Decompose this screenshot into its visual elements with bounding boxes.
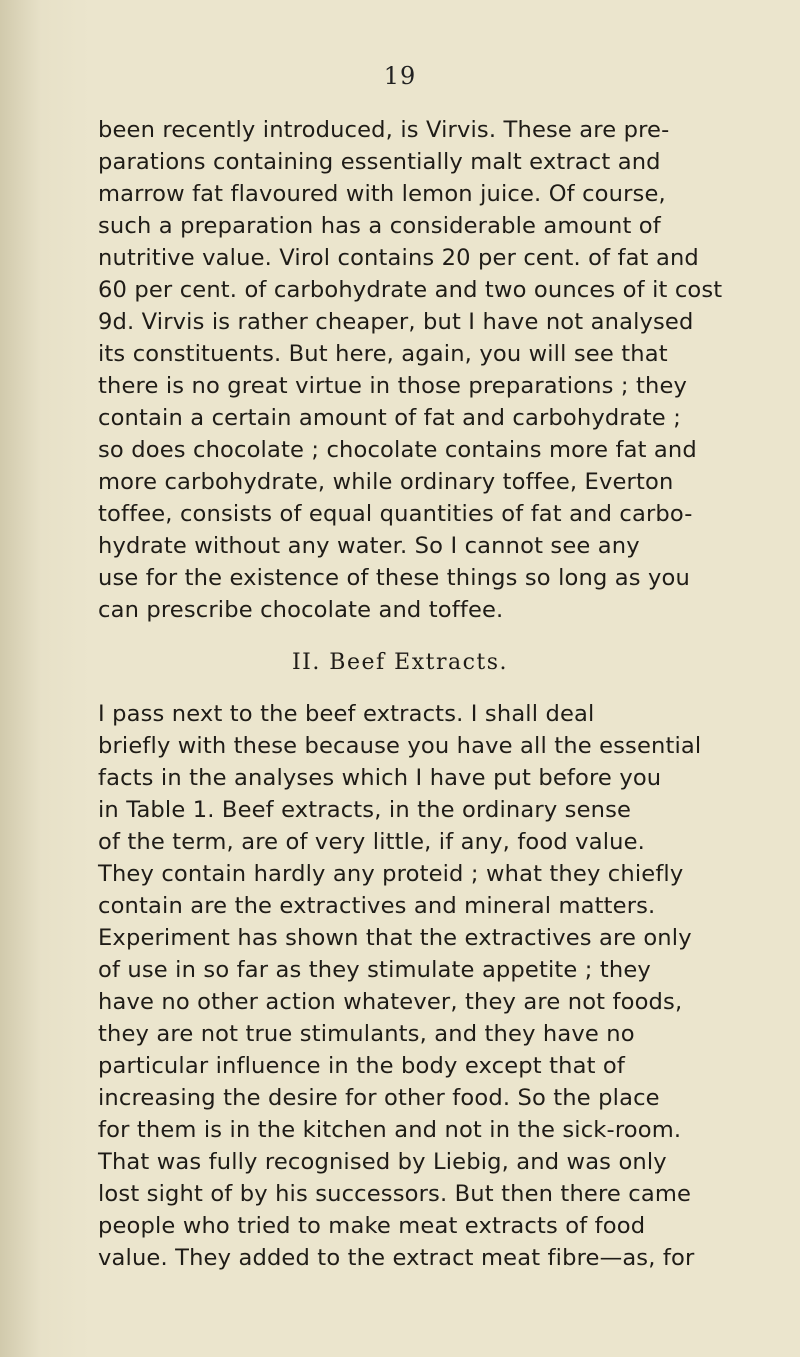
text-line: its constituents. But here, again, you will see that (98, 341, 668, 367)
text-line: of use in so far as they stimulate appetite ; they (98, 957, 651, 983)
page-number: 19 (383, 62, 417, 90)
text-line: there is no great virtue in those preparations ; they (98, 373, 688, 399)
text-line: I pass next to the beef extracts. I shall deal (98, 701, 595, 727)
text-line: 60 per cent. of carbohydrate and two ounces of it cost (98, 277, 723, 303)
text-line: marrow fat flavoured with lemon juice. Of course, (98, 181, 666, 207)
text-line: particular influence in the body except that of (98, 1053, 625, 1079)
text-line: That was fully recognised by Liebig, and was only (98, 1149, 667, 1175)
text-line: contain are the extractives and mineral matters. (98, 893, 656, 919)
text-line: toffee, consists of equal quantities of fat and carbo- (98, 501, 693, 527)
text-line: nutritive value. Virol contains 20 per cent. of fat and (98, 245, 699, 271)
text-line: use for the existence of these things so long as you (98, 565, 690, 591)
text-line: have no other action whatever, they are not foods, (98, 989, 683, 1015)
text-line: Experiment has shown that the extractives are only (98, 925, 692, 951)
text-line: can prescribe chocolate and toffee. (98, 597, 504, 623)
text-line: in Table 1. Beef extracts, in the ordinary sense (98, 797, 632, 823)
text-line: value. They added to the extract meat fibre—as, for (98, 1245, 695, 1271)
text-line: more carbohydrate, while ordinary toffee, Everton (98, 469, 674, 495)
text-line: parations containing essentially malt extract and (98, 149, 661, 175)
text-line: they are not true stimulants, and they have no (98, 1021, 635, 1047)
text-line: lost sight of by his successors. But then there came (98, 1181, 692, 1207)
text-line: facts in the analyses which I have put before you (98, 765, 662, 791)
text-line: 9d. Virvis is rather cheaper, but I have not analysed (98, 309, 694, 335)
text-line: increasing the desire for other food. So the place (98, 1085, 660, 1111)
text-line: hydrate without any water. So I cannot see any (98, 533, 640, 559)
text-line: of the term, are of very little, if any, food value. (98, 829, 645, 855)
text-line: They contain hardly any proteid ; what they chiefly (98, 861, 684, 887)
text-line: for them is in the kitchen and not in the sick-room. (98, 1117, 682, 1143)
text-line: briefly with these because you have all the essential (98, 733, 702, 759)
text-line: such a preparation has a considerable amount of (98, 213, 661, 239)
text-line: been recently introduced, is Virvis. These are pre- (98, 117, 670, 143)
text-line: people who tried to make meat extracts of food (98, 1213, 646, 1239)
section-heading: II. Beef Extracts. (291, 650, 509, 675)
text-line: contain a certain amount of fat and carbohydrate ; (98, 405, 681, 431)
text-line: so does chocolate ; chocolate contains more fat and (98, 437, 697, 463)
